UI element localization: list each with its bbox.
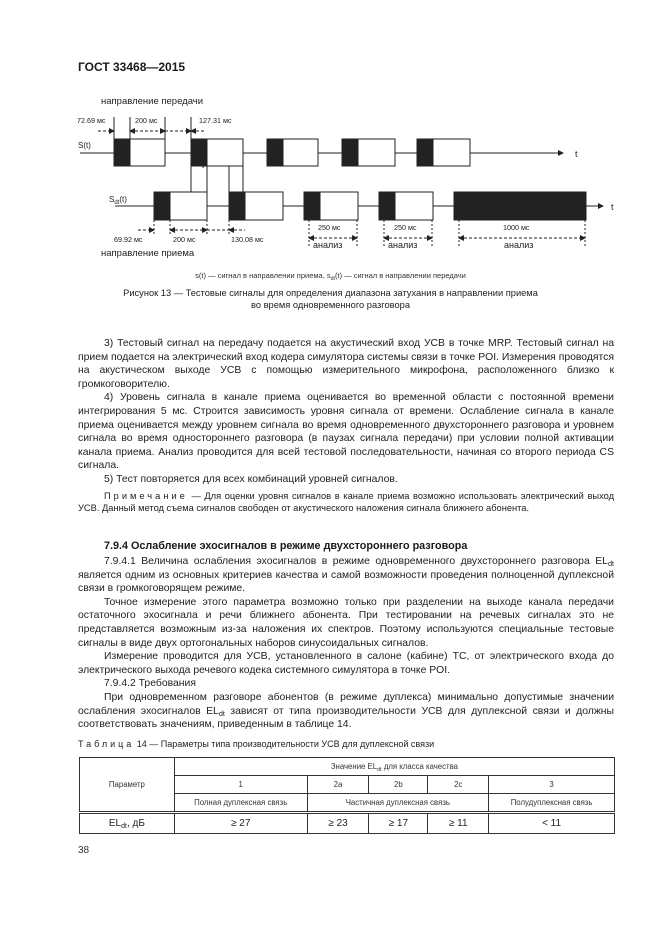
bottom-pulse-4 xyxy=(379,192,433,220)
document-header: ГОСТ 33468—2015 xyxy=(78,60,186,74)
paragraph-4: 4) Уровень сигнала в канале приема оценивается во временной области с постоянной времени интегрирования 5 мс. Строится зависимость уровня сигнала от времени. Ослабление сигнала в канале приема оценивается между уровнем сигнала во время одновременного двухстороннего разговора и уровнем сигнала во время одностороннего разговора (в паузах сигнала передачи) при условии полной активации канала приема. Анализ проводится для всей тестовой последовательности, начиная со второго периода CS сигнала. xyxy=(78,392,614,472)
svg-text:200 мс: 200 мс xyxy=(135,116,158,125)
svg-text:127.31 мс: 127.31 мс xyxy=(199,116,232,125)
type-partial: Частичная дуплексная связь xyxy=(307,794,489,813)
note-label: Примечание xyxy=(104,491,188,501)
svg-text:72.69 мс: 72.69 мс xyxy=(77,116,106,125)
top-pulse-3 xyxy=(267,139,318,166)
paragraph-exact: Точное измерение этого параметра возможно только при разделении на выходе канала передачи остаточного эхосигнала и речи ближнего абонента. При тестировании на речевых сигналах это не представляется возможным из-за наложения их спектров. Поэтому используются специальные тестовые сигналы в виде двух ортогональных наборов синусоидальных сигналов. xyxy=(78,596,614,649)
svg-text:130.08 мс: 130.08 мс xyxy=(231,235,264,244)
svg-text:250 мс: 250 мс xyxy=(394,223,417,232)
table-caption: Таблица 14 — Параметры типа производительности УСВ для дуплексной связи xyxy=(78,739,435,749)
section-title: 7.9.4 Ослабление эхосигналов в режиме двухстороннего разговора xyxy=(104,540,468,552)
paragraph-7941: 7.9.4.1 Величина ослабления эхосигналов в режиме одновременного двухстороннего разговора $EL_{dt}$ является одним из основных критериев качества и самой возможности проведения полноценной дуплексной связи в громкоговорящем режиме. xyxy=(78,556,614,595)
svg-text:анализ: анализ xyxy=(504,240,534,250)
top-pulse-2 xyxy=(191,139,243,166)
bottom-direction-label: направление приема xyxy=(101,248,195,259)
table-row: $EL_{dt}$, дБ ≥ 27 ≥ 23 ≥ 17 ≥ 11 < 11 xyxy=(80,813,615,834)
bottom-long-pulse xyxy=(454,192,586,220)
top-pulse-1 xyxy=(114,139,165,166)
class-2c: 2c xyxy=(428,776,489,794)
class-2a: 2a xyxy=(307,776,369,794)
svg-text:Sdt(t): $S_{dt}(t)$ xyxy=(109,195,127,206)
class-3: 3 xyxy=(489,776,615,794)
paragraph-measure: Измерение проводится для УСВ, установленного в салоне (кабине) ТС, от электрического входа до электрического выхода речевого кодека системного симулятора в точке POI. xyxy=(78,651,614,676)
type-half: Полудуплексная связь xyxy=(489,794,615,813)
body-text-block-1 xyxy=(78,337,614,487)
top-signal-label: S(t) xyxy=(78,141,91,150)
table-14 xyxy=(79,757,615,834)
svg-text:200 мс: 200 мс xyxy=(173,235,196,244)
paragraph-requirements: При одновременном разговоре абонентов (в режиме дуплекса) минимально допустимые значении ослабления эхосигналов $EL_{dt}$ зависят от типа производительности УСВ для дуплексной связи и должны соответствовать значениям, приведенным в таблице 14. xyxy=(78,691,614,731)
figure-13-timing-diagram xyxy=(0,0,661,300)
type-full: Полная дуплексная связь xyxy=(174,794,307,813)
top-time-axis-label: t xyxy=(575,149,578,159)
paragraph-3: 3) Тестовый сигнал на передачу подается на акустический вход УСВ в точке MRP. Тестовый сигнал на прием подается на электрический вход кодера симулятора системы связи в точке POI. Измерения проводятся на акустическом выходе УСВ с помощью измерительного микрофона, расположенного близко к громкоговорителю. xyxy=(78,338,614,390)
top-pulse-4 xyxy=(342,139,395,166)
bottom-pulse-2 xyxy=(229,192,283,220)
svg-text:анализ: анализ xyxy=(388,240,418,250)
bottom-pulse-3 xyxy=(304,192,358,220)
group-header: Значение $EL_{dt}$ для класса качества xyxy=(174,758,614,776)
class-2b: 2b xyxy=(369,776,428,794)
note-block: Примечание — Для оценки уровня сигналов в канале приема возможно использовать электрический выход УСВ. Данный метод съема сигналов свободен от акустического наложения сигнала ближнего абонента. xyxy=(78,491,614,513)
class-1: 1 xyxy=(174,776,307,794)
bottom-pulse-1 xyxy=(154,192,207,220)
body-text-block-2 xyxy=(78,555,614,732)
svg-text:анализ: анализ xyxy=(313,240,343,250)
figure-caption: Рисунок 13 — Тестовые сигналы для определения диапазона затухания в направлении приема во время одновременного разговора xyxy=(123,288,538,310)
paragraph-7942: 7.9.4.2 Требования xyxy=(104,678,196,690)
param-header: Параметр xyxy=(80,758,175,813)
page-number: 38 xyxy=(78,845,90,856)
paragraph-5: 5) Тест повторяется для всех комбинаций уровней сигналов. xyxy=(104,473,398,485)
row-label: $EL_{dt}$, дБ xyxy=(80,813,175,834)
top-pulse-5 xyxy=(417,139,470,166)
svg-text:69.92 мс: 69.92 мс xyxy=(114,235,143,244)
top-direction-label: направление передачи xyxy=(101,96,204,107)
svg-text:1000 мс: 1000 мс xyxy=(503,223,530,232)
bottom-time-axis-label: t xyxy=(611,202,614,212)
figure-legend: s(t) — сигнал в направлении приема, $s_{dt}(t)$ — сигнал в направлении передачи xyxy=(195,271,466,282)
svg-text:250 мс: 250 мс xyxy=(318,223,341,232)
